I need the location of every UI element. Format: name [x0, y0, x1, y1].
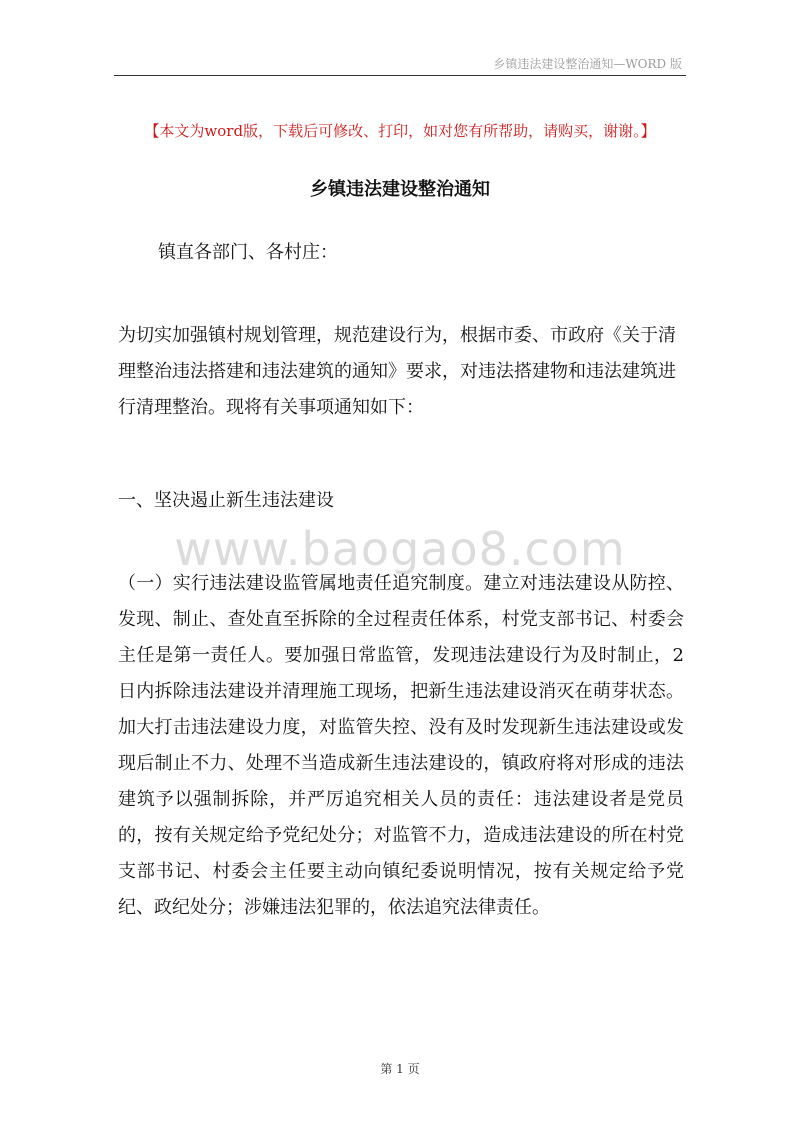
- salutation: 镇直各部门、各村庄：: [158, 242, 338, 263]
- download-notice: 【本文为word版，下载后可修改、打印，如对您有所帮助，请购买，谢谢。】: [144, 122, 656, 140]
- watermark: www.baogao8.com: [174, 522, 626, 576]
- running-header: 乡镇违法建设整治通知—WORD 版: [493, 57, 682, 71]
- section-heading-1: 一、坚决遏止新生违法建设: [118, 490, 334, 511]
- item-1-paragraph: （一）实行违法建设监管属地责任追究制度。建立对违法建设从防控、发现、制止、查处直至拆除的全过程责任体系，村党支部书记、村委会主任是第一责任人。要加强日常监管，发现违法建设行为及时制止，2日内拆除违法建设并清理施工现场，把新生违法建设消灭在萌芽状态。加大打击违法建设力度，对监管失控、没有及时发现新生违法建设或发现后制止不力、处理不当造成新生违法建设的，镇政府将对形成的违法建筑予以强制拆除，并严厉追究相关人员的责任：违法建设者是党员的，按有关规定给予党纪处分；对监管不力，造成违法建设的所在村党支部书记、村委会主任要主动向镇纪委说明情况，按有关规定给予党纪、政纪处分；涉嫌违法犯罪的，依法追究法律责任。: [118, 573, 684, 918]
- document-title: 乡镇违法建设整治通知: [310, 179, 490, 200]
- intro-paragraph: 为切实加强镇村规划管理，规范建设行为，根据市委、市政府《关于清理整治违法搭建和违法建筑的通知》要求，对违法搭建物和违法建筑进行清理整治。现将有关事项通知如下：: [118, 325, 676, 418]
- page-number: 第 1 页: [380, 1062, 420, 1076]
- header-divider: [114, 75, 686, 76]
